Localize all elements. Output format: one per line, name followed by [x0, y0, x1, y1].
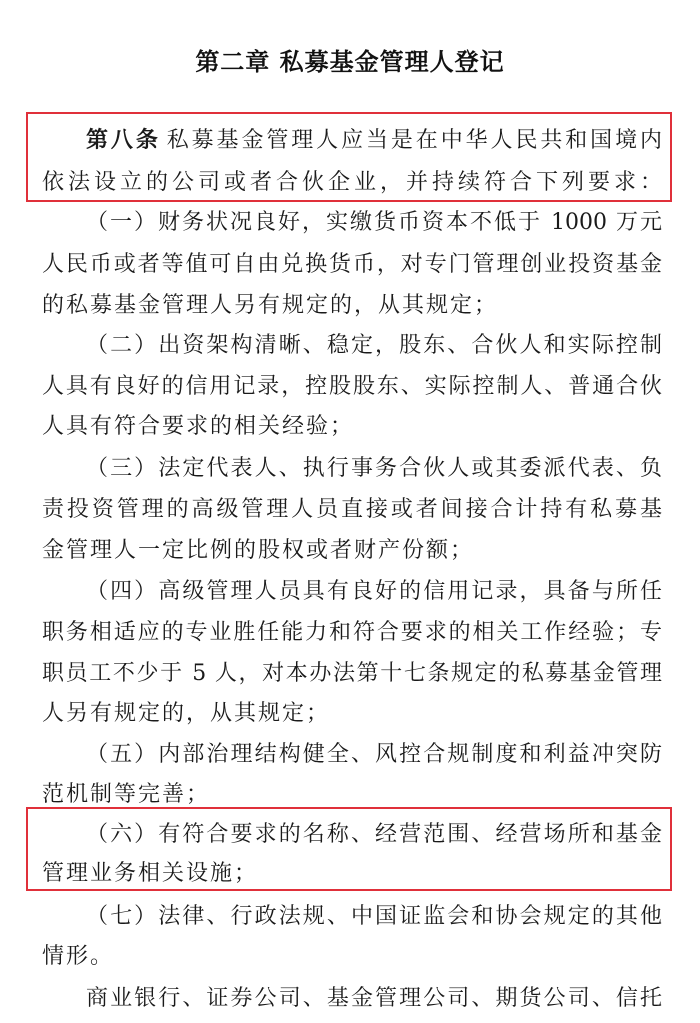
item-line: （七）法律、行政法规、中国证监会和协会规定的其他 [86, 904, 662, 929]
item-line: （一）财务状况良好，实缴货币资本不低于 1000 万元 [86, 210, 662, 235]
item-line: （五）内部治理结构健全、风控合规制度和利益冲突防 [86, 742, 662, 767]
item-line: （四）高级管理人员具有良好的信用记录，具备与所任 [86, 579, 662, 604]
item-line: 的私募基金管理人另有规定的，从其规定； [42, 293, 499, 318]
item-line: 情形。 [42, 944, 115, 969]
item-line: 人具有良好的信用记录，控股股东、实际控制人、普通合伙 [42, 374, 662, 399]
item-line: （六）有符合要求的名称、经营范围、经营场所和基金 [86, 822, 662, 847]
article-label: 第八条 [86, 128, 161, 153]
trailing-line: 商业银行、证券公司、基金管理公司、期货公司、信托 [86, 986, 662, 1011]
item-line: 职务相适应的专业胜任能力和符合要求的相关工作经验；专 [42, 620, 662, 645]
item-line: 人民币或者等值可自由兑换货币，对专门管理创业投资基金 [42, 252, 662, 277]
highlight-box-item-six [26, 807, 672, 891]
item-line: 责投资管理的高级管理人员直接或者间接合计持有私募基 [42, 497, 662, 522]
item-line: 范机制等完善； [42, 782, 211, 807]
item-line: 管理业务相关设施； [42, 861, 259, 886]
item-line: 金管理人一定比例的股权或者财产份额； [42, 538, 475, 563]
item-line: （二）出资架构清晰、稳定，股东、合伙人和实际控制 [86, 333, 662, 358]
item-line: （三）法定代表人、执行事务合伙人或其委派代表、负 [86, 456, 662, 481]
item-line: 职员工不少于 5 人，对本办法第十七条规定的私募基金管理 [42, 661, 662, 686]
item-line: 人另有规定的，从其规定； [42, 701, 331, 726]
item-line: 人具有符合要求的相关经验； [42, 414, 355, 439]
highlight-box-article [26, 112, 672, 202]
article-text: 私募基金管理人应当是在中华人民共和国境内 [166, 128, 662, 153]
chapter-title: 第二章 私募基金管理人登记 [195, 48, 505, 76]
article-line: 依法设立的公司或者合伙企业，并持续符合下列要求： [42, 170, 662, 195]
